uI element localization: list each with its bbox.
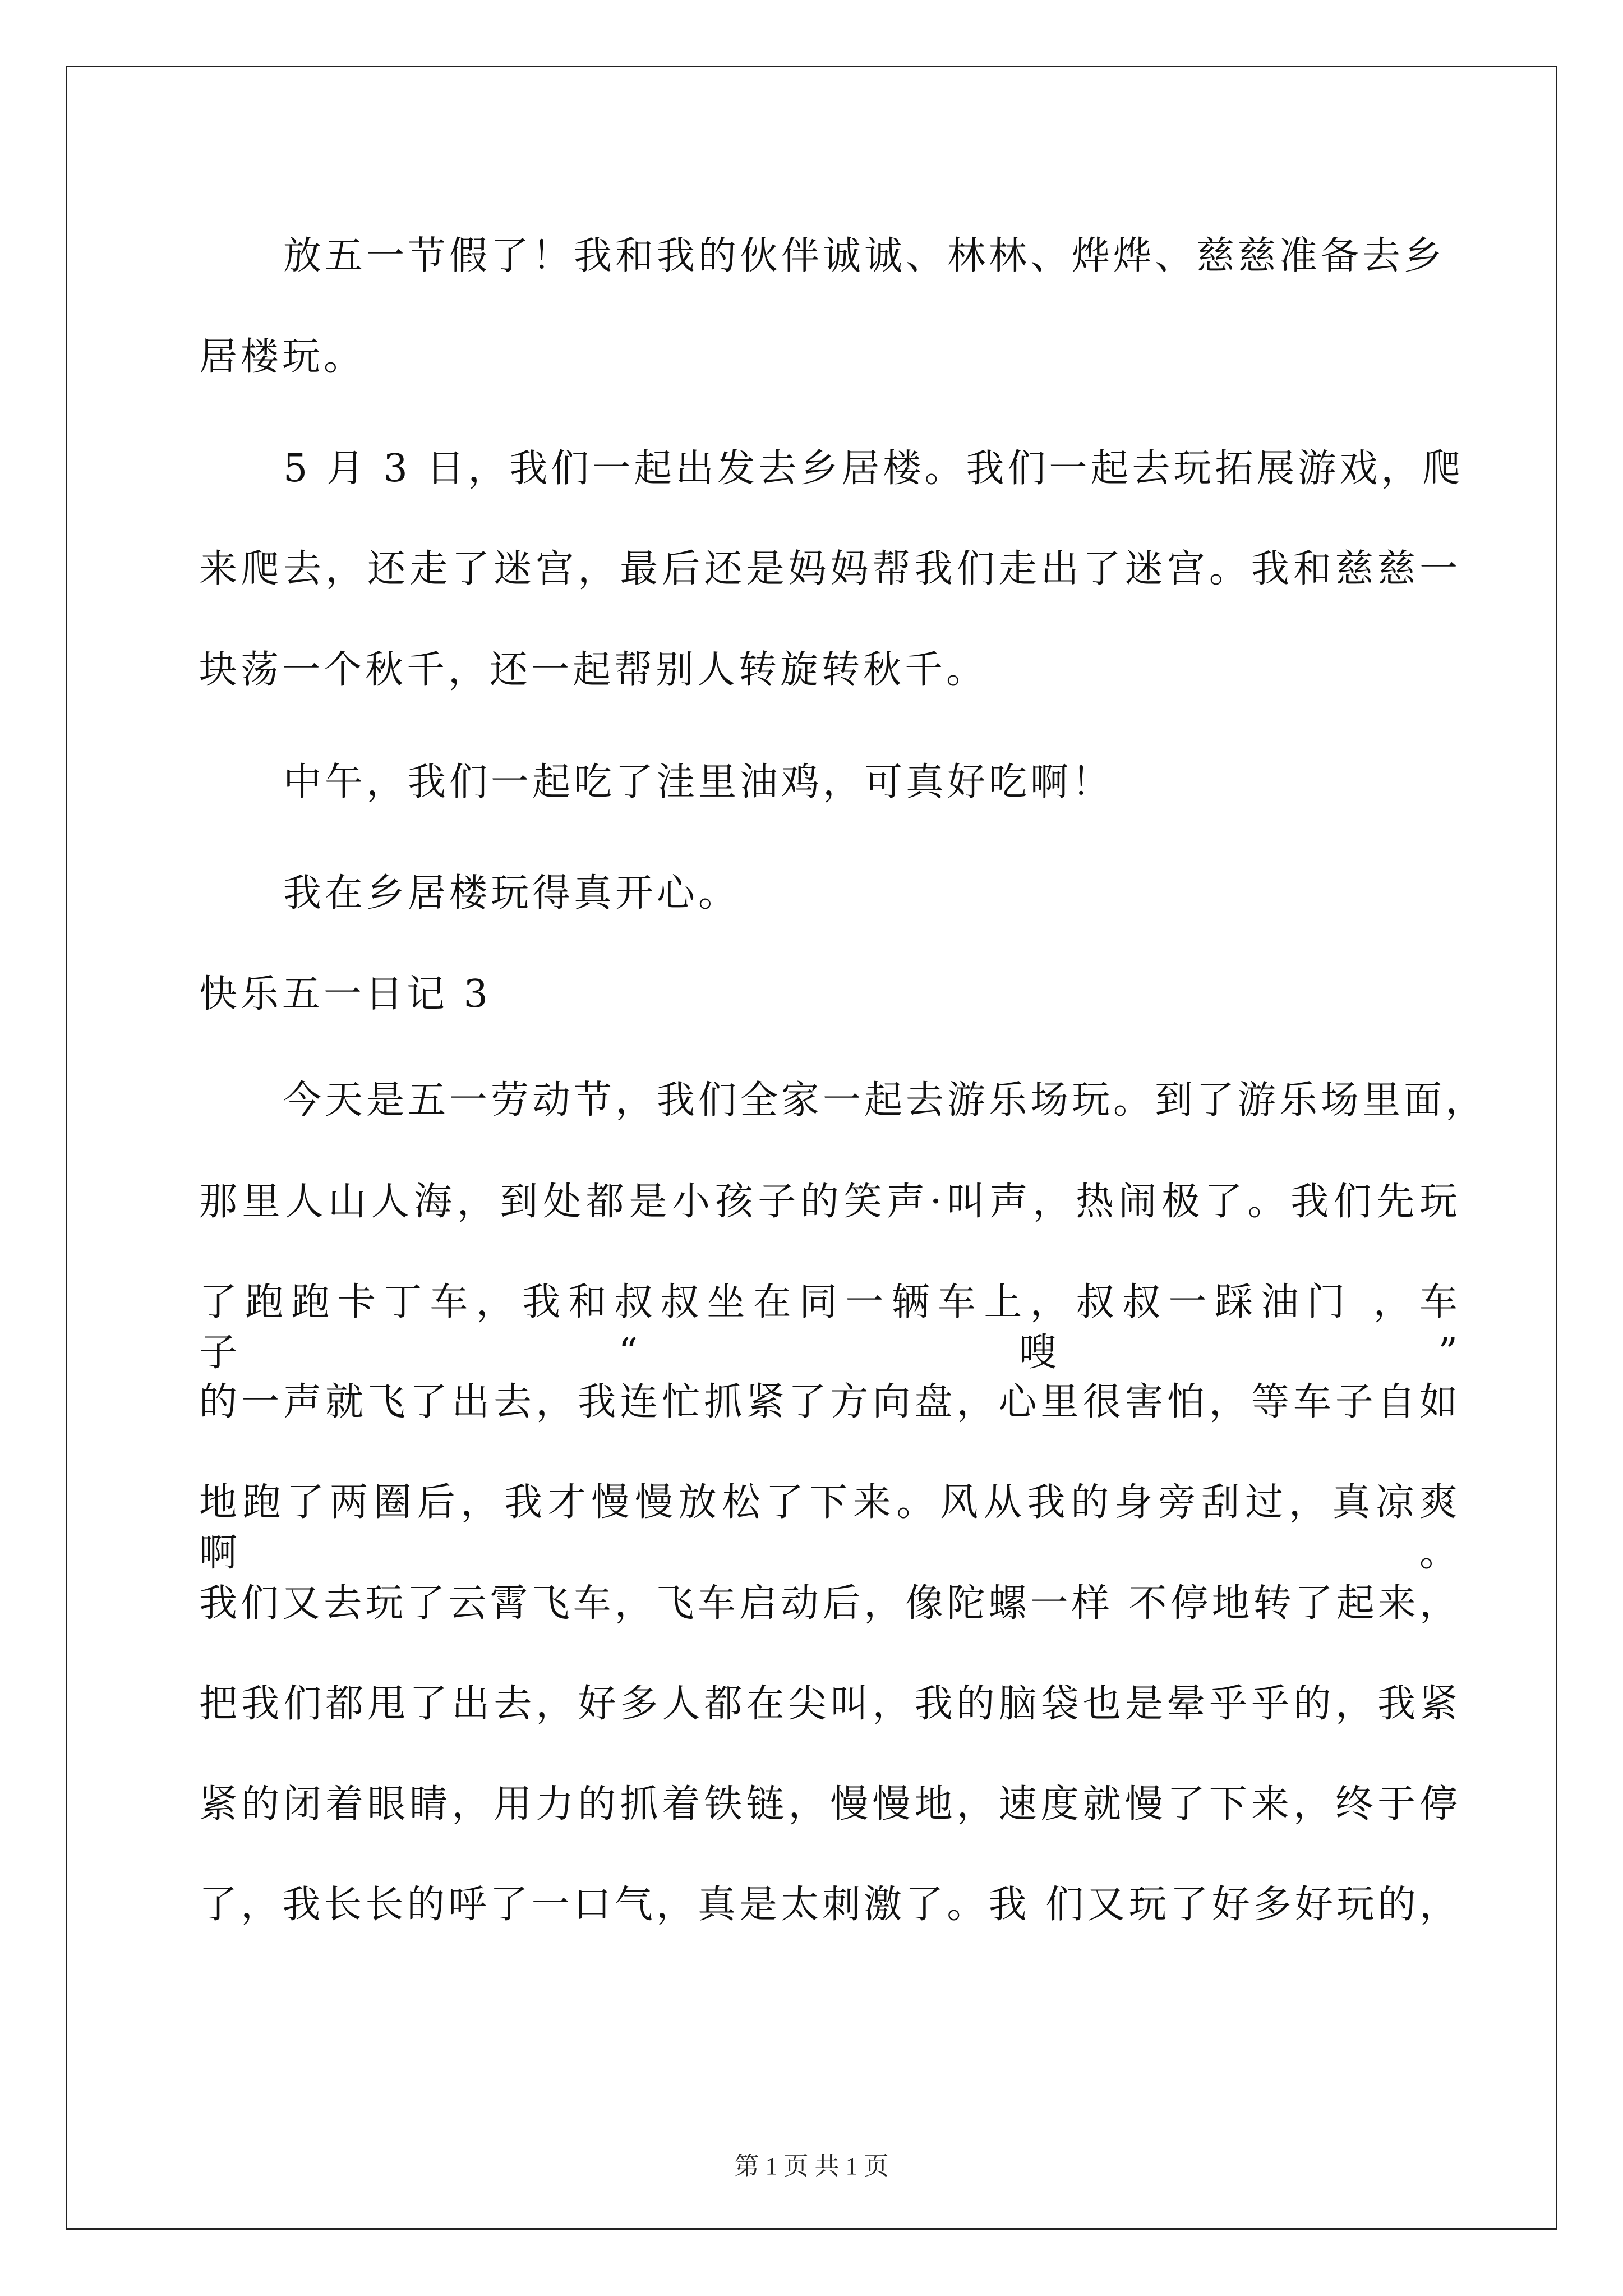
text-line: 的一声就飞了出去，我连忙抓紧了方向盘，心里很害怕，等车子自如 <box>199 1380 1461 1424</box>
text-line: 中午，我们一起吃了洼里油鸡，可真好吃啊！ <box>283 760 1114 804</box>
text-line: 把我们都甩了出去，好多人都在尖叫，我的脑袋也是晕乎乎的，我紧 <box>199 1682 1461 1726</box>
text-line: 紧的闭着眼睛，用力的抓着铁链，慢慢地，速度就慢了下来，终于停 <box>199 1782 1461 1826</box>
text-line: 5 月 3 日，我们一起出发去乡居楼。我们一起去玩拓展游戏，爬 <box>283 447 1464 491</box>
text-line: 地跑了两圈后，我才慢慢放松了下来。风从我的身旁刮过，真凉爽啊。 <box>199 1480 1461 1575</box>
text-line: 来爬去，还走了迷宫，最后还是妈妈帮我们走出了迷宫。我和慈慈一 <box>199 547 1461 591</box>
section-heading: 快乐五一日记 3 <box>199 972 491 1016</box>
text-line: 那里人山人海，到处都是小孩子的笑声·叫声，热闹极了。我们先玩 <box>199 1180 1461 1224</box>
text-line: 我在乡居楼玩得真开心。 <box>283 871 740 915</box>
text-line: 了跑跑卡丁车，我和叔叔坐在同一辆车上，叔叔一踩油门 ，车子“嗖” <box>199 1280 1461 1375</box>
text-line: 块荡一个秋千，还一起帮别人转旋转秋千。 <box>199 648 988 692</box>
text-line: 了，我长长的呼了一口气，真是太刺激了。我 们又玩了好多好玩的， <box>199 1883 1461 1927</box>
text-line: 今天是五一劳动节，我们全家一起去游乐场玩。到了游乐场里面， <box>283 1078 1487 1122</box>
text-line: 我们又去玩了云霄飞车，飞车启动后，像陀螺一样 不停地转了起来， <box>199 1581 1461 1626</box>
page-number-footer: 第 1 页 共 1 页 <box>734 2152 889 2180</box>
text-line: 放五一节假了！我和我的伙伴诚诚、林林、烨烨、慈慈准备去乡 <box>283 234 1446 278</box>
text-line: 居楼玩。 <box>199 335 366 379</box>
